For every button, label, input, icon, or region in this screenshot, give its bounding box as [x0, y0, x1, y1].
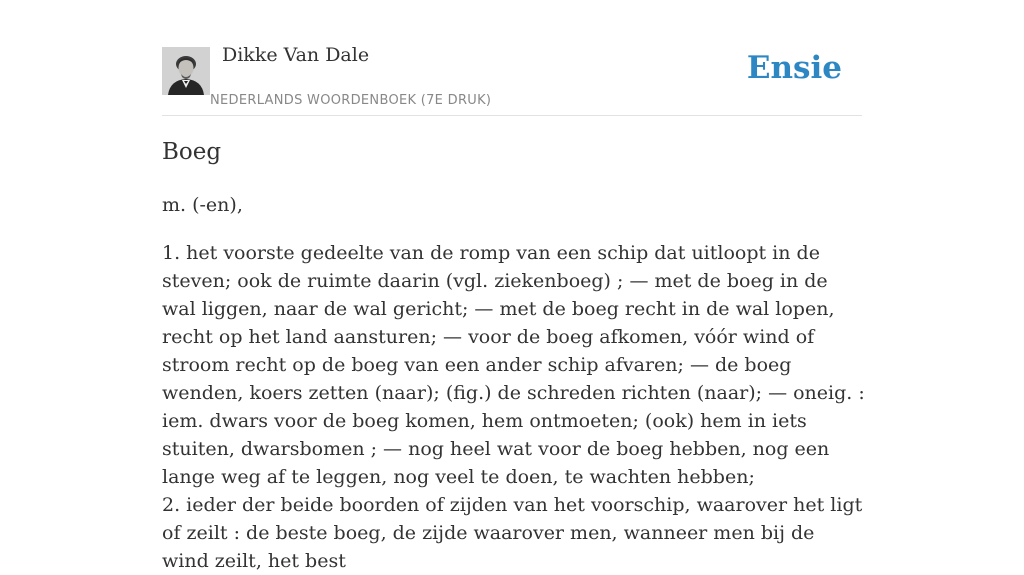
definition-body [162, 239, 867, 575]
definition-sense-1: 1. het voorste gedeelte van de romp van een schip dat uitloopt in de steven; ook de ruimte daarin (vgl. ziekenboeg) ; — met de boeg in de wal liggen, naar de wal gericht; — met de boeg recht in de wal lopen, recht op het land aansturen; — voor de boeg afkomen, vóór wind of stroom recht op de boeg van een ander schip afvaren; — de boeg wenden, koers zetten (naar); (fig.) de schreden richten (naar); — oneig. : iem. dwars voor de boeg komen, hem ontmoeten; (ook) hem in iets stuiten, dwarsbomen ; — nog heel wat voor de boeg hebben, nog een lange weg af te leggen, nog veel te doen, te wachten hebben; [162, 242, 865, 488]
brand-logo[interactable]: Ensie [746, 50, 842, 86]
header [162, 0, 862, 116]
author-name[interactable]: Dikke Van Dale [222, 44, 370, 66]
person-portrait-icon [162, 47, 210, 95]
content-column [162, 0, 865, 572]
avatar[interactable] [162, 47, 210, 95]
definition-sense-2: 2. ieder der beide boorden of zijden van het voorschip, waarover het ligt of zeilt : de beste boeg, de zijde waarover men, wanneer men bij de wind zeilt, het best [162, 494, 863, 572]
entry-title: Boeg [162, 139, 222, 165]
grammar-info: m. (-en), [162, 194, 243, 216]
source-label[interactable]: NEDERLANDS WOORDENBOEK (7E DRUK) [210, 93, 492, 108]
